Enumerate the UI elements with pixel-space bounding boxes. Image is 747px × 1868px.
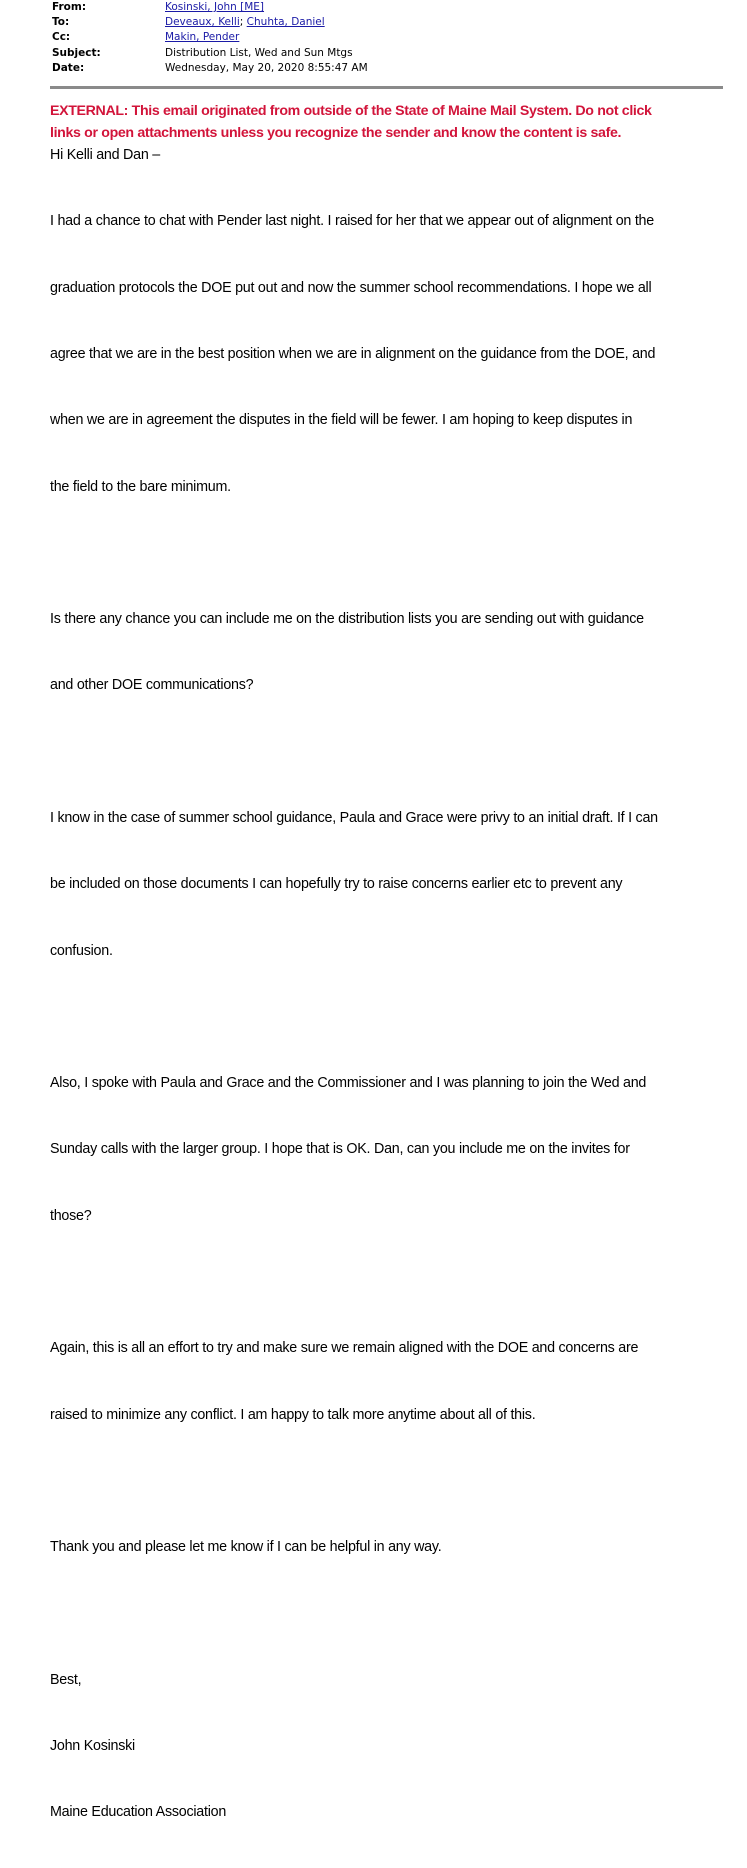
from-label: From: — [52, 1, 87, 13]
to-row — [52, 15, 368, 30]
text-line: Sunday calls with the larger group. I hope that is OK. Dan, can you include me on the invites for — [50, 1141, 630, 1158]
subject-row — [52, 46, 368, 61]
paragraph-2 — [50, 564, 740, 741]
signature-name: John Kosinski — [50, 1737, 135, 1754]
text-line: confusion. — [50, 942, 113, 959]
signature-closing: Best, — [50, 1671, 82, 1688]
email-body — [50, 100, 740, 1868]
text-line: graduation protocols the DOE put out and now the summer school recommendations. I hope we all — [50, 279, 652, 296]
paragraph-gap — [50, 1602, 740, 1624]
paragraph-gap — [50, 1271, 740, 1293]
subject-value: Distribution List, Wed and Sun Mtgs — [165, 46, 353, 59]
external-warning-banner — [50, 100, 740, 144]
text-line: those? — [50, 1207, 92, 1224]
subject-label: Subject: — [52, 46, 101, 59]
paragraph-4 — [50, 1028, 740, 1271]
signature-organization: Maine Education Association — [50, 1804, 227, 1821]
greeting: Hi Kelli and Dan – — [50, 147, 160, 164]
paragraph-gap — [50, 741, 740, 763]
text-line: Also, I spoke with Paula and Grace and the Commissioner and I was planning to join the Wed and — [50, 1075, 647, 1092]
text-line: I had a chance to chat with Pender last night. I raised for her that we appear out of alignment on the — [50, 213, 654, 230]
date-value: Wednesday, May 20, 2020 8:55:47 AM — [165, 61, 368, 74]
date-row — [52, 61, 368, 76]
to-recipient-link[interactable]: Deveaux, Kelli — [165, 16, 240, 29]
text-line: and other DOE communications? — [50, 677, 254, 694]
to-separator: ; — [239, 16, 247, 29]
text-line: Thank you and please let me know if I can be helpful in any way. — [50, 1539, 442, 1556]
to-label: To: — [52, 16, 70, 29]
text-line: the field to the bare minimum. — [50, 478, 231, 495]
cc-label: Cc: — [52, 31, 71, 44]
text-line: I know in the case of summer school guidance, Paula and Grace were privy to an initial draft. If I can — [50, 810, 658, 826]
cc-recipient-link[interactable]: Makin, Pender — [165, 31, 240, 44]
cc-row — [52, 30, 368, 45]
email-header — [52, 0, 368, 76]
text-line: be included on those documents I can hopefully try to raise concerns earlier etc to prevent any — [50, 876, 623, 893]
text-line: agree that we are in the best position when we are in alignment on the guidance from the DOE, and — [50, 346, 656, 363]
paragraph-3 — [50, 763, 740, 1006]
paragraph-gap — [50, 1470, 740, 1492]
date-label: Date: — [52, 61, 85, 74]
text-line: when we are in agreement the disputes in the field will be fewer. I am hoping to keep disputes in — [50, 412, 633, 429]
warning-line: EXTERNAL: This email originated from outside of the State of Maine Mail System. Do not click — [50, 103, 652, 119]
paragraph-5 — [50, 1293, 740, 1470]
from-sender-link[interactable]: Kosinski, John [ME] — [165, 1, 265, 13]
text-line: Is there any chance you can include me on the distribution lists you are sending out with guidance — [50, 611, 644, 628]
warning-line: links or open attachments unless you recognize the sender and know the content is safe. — [50, 125, 622, 142]
text-line: raised to minimize any conflict. I am happy to talk more anytime about all of this. — [50, 1406, 536, 1423]
paragraph-6 — [50, 1492, 740, 1602]
signature-block — [50, 1624, 740, 1867]
from-row — [52, 0, 368, 15]
paragraph-1 — [50, 166, 740, 542]
text-line: Again, this is all an effort to try and make sure we remain aligned with the DOE and concerns are — [50, 1340, 639, 1357]
to-recipient-link[interactable]: Chuhta, Daniel — [246, 16, 325, 29]
header-divider — [50, 86, 723, 89]
paragraph-gap — [50, 1006, 740, 1028]
paragraph-gap — [50, 542, 740, 564]
